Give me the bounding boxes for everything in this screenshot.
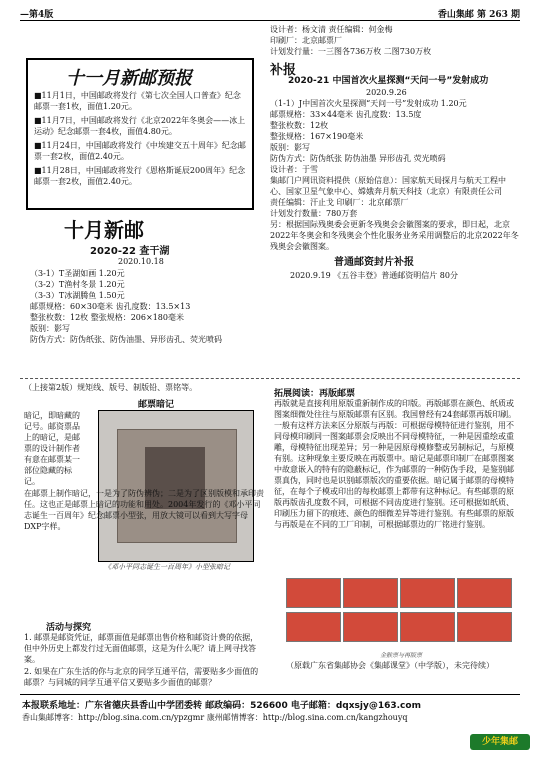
reprint-title: 拓展阅读：再版邮票 bbox=[274, 389, 356, 399]
issue-title: 香山集邮 第 263 期 bbox=[437, 10, 520, 20]
photo-caption: 《邓小平同志诞生一百周年》小型张暗记 bbox=[104, 563, 230, 571]
info-line: （1-1）J中国首次火星探测“天问一号”发射成功 1.20元 bbox=[270, 99, 467, 108]
secret-mark-p1: 暗记，即暗藏的记号。邮资票品上的暗记，是邮票的设计制作者有意在邮票某一部位隐藏的标记。 bbox=[24, 411, 80, 486]
reprint-body: 再版就是直接利用原版重新制作成的印版。再版邮票在颜色、纸质或图案细微处往往与原版邮票有区别。我国曾经有24套邮票再版印刷。一般有这样方法来区分原版与再版：可根据母模特征进行鉴别，用不同母模印刷同一图案邮票会反映出不同母模特征，一种是因重绘或重雕，母模特征出现差异；另一种是因原母模修整或另制标记，与原模有别。这种现象主要反映在再版票中。暗记是邮票印制厂在邮票图案中故意嵌入的特有的隐蔽标记，作为邮票的一种防伪手段，是鉴别邮票真伪，同时也是识别邮票版次的重要依据。暗记属于邮票的母模特征，在每个子模或印出的每枚邮票上都带有这种标记。有些邮票的原版再版齿孔度数不同，可根据不同齿度进行鉴别。还可根据如纸质、印刷压力留下的痕迹、颜色的细微差异等进行鉴别。有些邮票的原版与再版是在不同的工厂印制，可根据邮票边的厂铭进行鉴别。 bbox=[274, 399, 517, 529]
october-line: 邮票规格：60×30毫米 齿孔度数：13.5×13 bbox=[30, 302, 191, 311]
october-line: （3-1）T圣湖如画 1.20元 bbox=[30, 269, 125, 278]
forecast-item: ■11月1日，中国邮政将发行《第七次全国人口普查》纪念邮票一套1枚，面值1.20元。 bbox=[34, 91, 241, 111]
info-line: 集邮门户网讯资料提供（原始信息）：国家航天局探月与航天工程中心、国家卫星气象中心、嫦娥奔月航天科技（北京）有限责任公司 bbox=[270, 176, 506, 196]
stamp-thumb bbox=[400, 612, 455, 642]
monkey-stamps-image bbox=[286, 578, 512, 648]
supplement-title: 补报 bbox=[270, 63, 297, 78]
info-line: 责任编辑：汗止戈 印刷厂：北京邮票厂 bbox=[270, 198, 409, 207]
info-line: 整张规格：167×190毫米 bbox=[270, 132, 364, 141]
stamp-thumb bbox=[286, 578, 341, 608]
footer-blogs: 香山集邮博客：http://blog.sina.com.cn/ypzgmr 康州邮情博客：http://blog.sina.com.cn/kangzhouyq bbox=[22, 713, 408, 722]
reprint-source: （原载广东省集邮协会《集邮课堂》（中学版），未完待续） bbox=[286, 661, 494, 670]
postal-card-line: 2020.9.19 《五谷丰登》普通邮资明信片 80分 bbox=[290, 271, 458, 280]
stamp-thumb bbox=[343, 612, 398, 642]
page-header bbox=[20, 6, 520, 21]
november-forecast-title: 十一月新邮预报 bbox=[66, 68, 192, 89]
stamp-sheet-photo bbox=[98, 410, 254, 562]
footer-address: 本报联系地址：广东省德庆县香山中学团委转 邮政编码：526600 电子邮箱：dqxsjy@163.com bbox=[22, 701, 421, 711]
october-title: 十月新邮 bbox=[64, 218, 144, 242]
monkey-stamps-caption: 金猴票与再版票 bbox=[380, 652, 423, 659]
october-line: 版别：影写 bbox=[30, 324, 70, 333]
forecast-item: ■11月28日，中国邮政将发行《恩格斯诞辰200周年》纪念邮票一套2枚，面值2.40元。 bbox=[34, 166, 246, 186]
supplement-date: 2020.9.26 bbox=[366, 88, 407, 97]
info-line: 计划发行数量：780万套 bbox=[270, 209, 358, 218]
activity-q1: 1. 邮票是邮资凭证，邮票面值是邮票出售价格和邮资计费的依据，但中外历史上都发行过无面值邮票，这是为什么呢？请上网寻找答案。 bbox=[24, 633, 259, 664]
secret-mark-p2: 在邮票上制作暗记，一是为了防伪辨伪；二是为了区别版模和承印责任。这也正是邮票上暗记的功能和用处。2004年发行的《邓小平同志诞生一百周年》纪念邮票小型张，用放大镜可以看到大写字母DXP字样。 bbox=[24, 489, 264, 531]
info-line: 另：根据国际残奥委会更新冬残奥会会徽图案的要求，即日起，北京2022年冬奥会和冬残奥会个性化服务业务采用调整后的北京2022年冬残奥会会徽图案。 bbox=[270, 220, 519, 251]
info-line: 整张枚数：12枚 bbox=[270, 121, 329, 130]
stamp-thumb bbox=[400, 578, 455, 608]
info-line: 邮票规格：33×44毫米 齿孔度数：13.5度 bbox=[270, 110, 422, 119]
magazine-logo: 少年集邮 bbox=[470, 734, 530, 750]
page-number: —第4版 bbox=[20, 10, 54, 20]
october-details bbox=[30, 268, 262, 345]
october-line: （3-3）T冰湖腾鱼 1.50元 bbox=[30, 291, 125, 300]
activity-title: 活动与探究 bbox=[46, 623, 92, 633]
info-line: 防伪方式：防伪纸张 防伪油墨 异形齿孔 荧光喷码 bbox=[270, 154, 446, 163]
stamp-thumb bbox=[286, 612, 341, 642]
november-forecast-box bbox=[26, 58, 254, 210]
postal-card-title: 普通邮资封片补报 bbox=[334, 257, 414, 268]
footer-rule bbox=[20, 694, 520, 695]
secret-mark-title: 邮票暗记 bbox=[138, 400, 175, 410]
info-line: 印刷厂：北京邮票厂 bbox=[270, 36, 342, 45]
october-line: （3-2）T渔村冬景 1.20元 bbox=[30, 280, 125, 289]
october-date: 2020.10.18 bbox=[118, 257, 164, 266]
october-line: 整张枚数：12枚 整张规格：206×180毫米 bbox=[30, 313, 184, 322]
forecast-item: ■11月7日，中国邮政将发行《北京2022年冬奥会——冰上运动》纪念邮票一套4枚，面值4.80元。 bbox=[34, 116, 246, 136]
stamp-thumb bbox=[343, 578, 398, 608]
october-line: 防伪方式：防伪纸张、防伪油墨、异形齿孔、荧光喷码 bbox=[30, 335, 222, 344]
stamp-thumb bbox=[457, 578, 512, 608]
info-line: 计划发行量：一三图各736万枚 二图730万枚 bbox=[270, 47, 432, 56]
supplement-subtitle: 2020-21 中国首次火星探测“天问一号”发射成功 bbox=[288, 76, 489, 86]
november-forecast-list bbox=[34, 90, 246, 187]
info-line: 设计者：杨文清 责任编辑：何金梅 bbox=[270, 25, 393, 34]
activity-q2: 2. 如果在广东生活的你与北京的同学互通平信，需要贴多少面值的邮票？与同城的同学互通平信又要贴多少面值的邮票？ bbox=[24, 667, 259, 687]
october-subtitle: 2020-22 查干湖 bbox=[90, 246, 170, 257]
info-line: 设计者：于雪 bbox=[270, 165, 318, 174]
info-line: 版别：影写 bbox=[270, 143, 310, 152]
bottom-left-intro: （上接第2版）规矩线、版号、制版铅、票铭等。 bbox=[24, 383, 198, 392]
forecast-item: ■11月24日，中国邮政将发行《中埃建交五十周年》纪念邮票一套2枚，面值2.40元。 bbox=[34, 141, 246, 161]
top-right-column bbox=[270, 24, 520, 281]
stamp-thumb bbox=[457, 612, 512, 642]
section-divider bbox=[20, 378, 520, 379]
